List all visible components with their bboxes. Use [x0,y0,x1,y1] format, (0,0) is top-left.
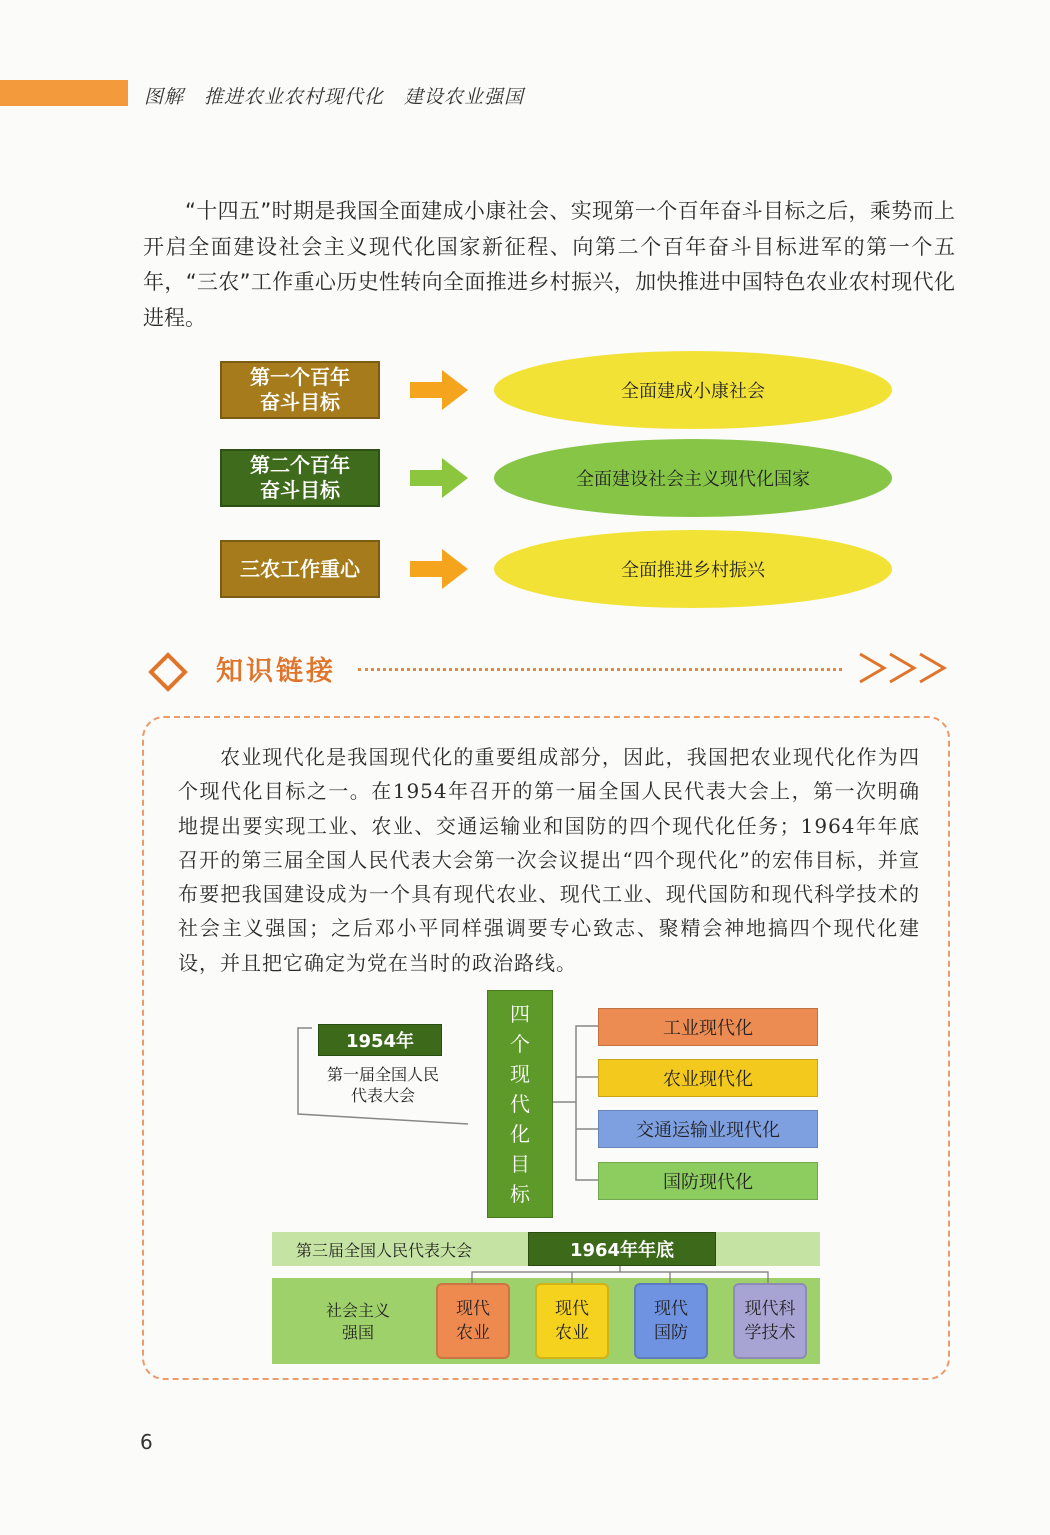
vertical-char: 四 [510,1002,530,1026]
four-modernizations-box [487,990,553,1218]
diamond-icon [148,652,188,692]
goal-first-line1: 第一个百年 [250,365,350,389]
goal-target-ellipse-third: 全面推进乡村振兴 [494,530,892,608]
transport-modernization: 交通运输业现代化 [598,1110,818,1148]
goal-box-first [220,361,380,419]
tile-line1: 现代 [555,1299,589,1319]
year-1954-label: 1954年 [318,1024,442,1056]
tile-line2: 农业 [456,1323,490,1343]
goal-target-ellipse-first: 全面建成小康社会 [494,351,892,429]
tile-modern-defense [634,1283,708,1359]
socialist-power-line2: 强国 [341,1323,374,1342]
running-header: 图解 推进农业农村现代化 建设农业强国 [144,86,525,108]
defense-modernization: 国防现代化 [598,1162,818,1200]
vertical-char: 标 [510,1182,530,1206]
tile-modern-science [733,1283,807,1359]
arrow-right-icon [410,458,468,498]
tile-line2: 学技术 [744,1323,796,1343]
year-1964-label: 1964年年底 [528,1232,716,1266]
goal-target-ellipse-second: 全面建设社会主义现代化国家 [494,439,892,517]
congress-1954-caption [316,1064,450,1106]
page-number: 6 [140,1430,153,1454]
congress-1964-label: 第三届全国人民代表大会 [296,1241,473,1260]
tile-line1: 现代 [456,1299,490,1319]
congress-1954-line1: 第一届全国人民 [326,1065,439,1084]
agriculture-modernization: 农业现代化 [598,1059,818,1097]
vertical-char: 现 [510,1062,530,1086]
header-accent-bar [0,80,128,106]
vertical-char: 代 [510,1092,530,1116]
vertical-char: 个 [510,1032,530,1056]
goal-second-line1: 第二个百年 [250,453,350,477]
socialist-power-label [296,1300,420,1344]
goal-box-third [220,540,380,598]
arrow-right-icon [410,549,468,589]
congress-1954-line2: 代表大会 [350,1086,415,1105]
tile-line2: 国防 [654,1323,688,1343]
vertical-char: 目 [510,1152,530,1176]
knowledge-title: 知识链接 [216,656,336,687]
tile-line2: 农业 [555,1323,589,1343]
goal-first-line2: 奋斗目标 [260,390,340,414]
goal-third-label: 三农工作重心 [240,556,360,581]
tile-modern-agriculture [436,1283,510,1359]
dotted-divider [358,668,842,671]
intro-paragraph: “十四五”时期是我国全面建成小康社会、实现第一个百年奋斗目标之后，乘势而上开启全面建设社会主义现代化国家新征程、向第二个百年奋斗目标进军的第一个五年，“三农”工作重心历史性转向全面推进乡村振兴，加快推进中国特色农业农村现代化进程。 [143,199,955,330]
triple-chevron-icon [858,648,950,688]
goal-box-second [220,449,380,507]
vertical-char: 化 [510,1122,530,1146]
industry-modernization: 工业现代化 [598,1008,818,1046]
socialist-power-line1: 社会主义 [325,1301,390,1320]
goal-second-line2: 奋斗目标 [260,478,340,502]
knowledge-paragraph: 农业现代化是我国现代化的重要组成部分，因此，我国把农业现代化作为四个现代化目标之一。在1954年召开的第一届全国人民代表大会上，第一次明确地提出要实现工业、农业、交通运输业和国防的四个现代化任务；1964年年底召开的第三届全国人民代表大会第一次会议提出“四个现代化”的宏伟目标，并宣布要把我国建设成为一个具有现代农业、现代工业、现代国防和现代科学技术的社会主义强国；之后邓小平同样强调要专心致志、聚精会神地搞四个现代化建设，并且把它确定为党在当时的政治路线。 [178,745,920,975]
tile-line1: 现代科 [744,1299,796,1319]
tile-line1: 现代 [654,1299,688,1319]
arrow-right-icon [410,370,468,410]
tile-modern-agriculture-2 [535,1283,609,1359]
